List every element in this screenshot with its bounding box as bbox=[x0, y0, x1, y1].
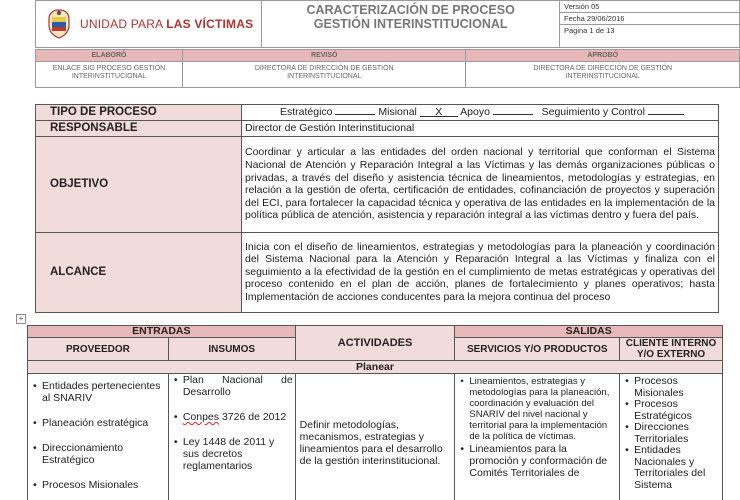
page-label: Página 1 de 13 bbox=[564, 26, 615, 35]
clientes-list bbox=[623, 376, 720, 491]
tipo-misional: Misional bbox=[378, 106, 417, 119]
conpes-word: Conpes bbox=[182, 411, 220, 423]
table-move-handle[interactable]: + bbox=[16, 314, 26, 324]
salidas-header: SALIDAS bbox=[455, 326, 723, 338]
list-item: • Entidades pertenecientes al SNARIV bbox=[31, 380, 166, 404]
objetivo-value: Coordinar y articular a las entidades del orden nacional y territorial que conforman el Sistema Nacional de Atención y Reparación Integral a las Víctimas y las demás organizaciones públicas o privadas, a través del diseño y asistencia técnica de lineamientos, metodologías y estrategias, en relación a la gestión de oferta, certificación de entidades, cofinanciación de proyectos y superación del ECI, para fortalecer la capacidad técnica y operativa de las entidades en la implementación de la política pública de atención, asistencia y reparación integral a las víctimas dentro y fuera del país. bbox=[242, 136, 719, 232]
title-cell bbox=[262, 1, 560, 48]
responsable-label: RESPONSABLE bbox=[36, 121, 242, 137]
seguimiento-blank bbox=[648, 106, 684, 115]
list-item: • Ley 1448 de 2011 y sus decretos reglamentarios bbox=[172, 436, 293, 472]
proveedor-header: PROVEEDOR bbox=[28, 338, 169, 361]
insumos-list bbox=[172, 374, 293, 472]
conpes-rest: 3726 de 2012 bbox=[219, 411, 287, 423]
inputs-outputs-table bbox=[27, 325, 723, 500]
document-subtitle: GESTIÓN INTERINSTITUCIONAL bbox=[313, 17, 508, 31]
alcance-label: ALCANCE bbox=[36, 232, 242, 312]
logo-bold: LAS VÍCTIMAS bbox=[166, 17, 254, 31]
list-item: • Procesos Estratégicos bbox=[623, 399, 720, 422]
insumos-cell bbox=[168, 374, 295, 500]
list-item: • Direcciones Territoriales bbox=[623, 422, 720, 445]
responsable-value: Director de Gestión Interinstitucional bbox=[242, 121, 719, 137]
version-label: Versión 05 bbox=[560, 1, 739, 13]
logo-cell bbox=[36, 1, 262, 48]
list-item: • Procesos Misionales bbox=[623, 376, 720, 399]
phase-planear: Planear bbox=[28, 361, 723, 374]
proveedores-list bbox=[31, 380, 166, 491]
list-item: • Direccionamiento Estratégico bbox=[31, 442, 166, 466]
insumos-header: INSUMOS bbox=[168, 338, 295, 361]
list-item: • Planeación estratégica bbox=[31, 417, 166, 429]
proveedores-cell bbox=[28, 374, 169, 500]
list-item: • Procesos Misionales bbox=[31, 479, 166, 491]
estrategico-blank bbox=[335, 106, 375, 115]
list-item bbox=[172, 411, 293, 423]
alcance-value: Inicia con el diseño de lineamientos, estrategias y metodologías para la planeación y coordinación del Sistema Nacional para la Atención y Reparación Integral a las Víctimas y finaliza con el seguimiento a la efectividad de la gestión en el cumplimiento de metas estratégicas y operativas del proceso contenido en el plan de acción, planes de fortalecimiento y planes operativos; hasta Implementación de acciones conducentes para la mejora continua del proceso bbox=[242, 232, 719, 312]
tipo-apoyo: Apoyo bbox=[460, 106, 490, 119]
document-title: CARACTERIZACIÓN DE PROCESO bbox=[306, 3, 515, 17]
servicios-header: SERVICIOS Y/O PRODUCTOS bbox=[455, 338, 620, 361]
list-item: • Lineamientos, estrategias y metodologías para la planeación, coordinación y evaluación del SNARIV del nivel nacional y territorial para la implementación de la política de víctimas. bbox=[458, 376, 617, 442]
cliente-header: CLIENTE INTERNO Y/O EXTERNO bbox=[620, 338, 723, 361]
reviso-header: REVISÓ bbox=[183, 50, 466, 62]
reviso-value: DIRECTORA DE DIRECCIÓN DE GESTIÓN INTERINSTITUCIONAL bbox=[183, 62, 466, 88]
misional-mark: X bbox=[420, 108, 458, 117]
list-item: • Plan Nacional de Desarrollo bbox=[172, 374, 293, 398]
list-item: • Lineamientos para la promoción y conformación de Comités Territoriales de bbox=[458, 443, 617, 479]
process-table bbox=[35, 104, 719, 313]
signatures-table bbox=[35, 49, 740, 88]
tipo-estrategico: Estratégico bbox=[280, 106, 333, 119]
coat-of-arms-icon bbox=[44, 8, 74, 40]
elaboro-value: ENLACE SIG PROCESO GESTIÓN INTERINSTITUCIONAL bbox=[36, 62, 183, 88]
objetivo-label: OBJETIVO bbox=[36, 136, 242, 232]
tipo-proceso-value bbox=[242, 105, 719, 121]
tipo-proceso-label: TIPO DE PROCESO bbox=[36, 105, 242, 121]
clientes-cell bbox=[620, 374, 723, 500]
actividad-cell: Definir metodologías, mecanismos, estrategias y lineamientos para el desarrollo de la gestión interinstitucional. bbox=[295, 374, 455, 500]
elaboro-header: ELABORÓ bbox=[36, 50, 183, 62]
document-header bbox=[35, 0, 740, 48]
tipo-seguimiento: Seguimiento y Control bbox=[541, 106, 645, 119]
aprobo-header: APROBÓ bbox=[466, 50, 740, 62]
actividades-header: ACTIVIDADES bbox=[295, 326, 455, 361]
unidad-victimas-logo bbox=[44, 8, 253, 40]
list-item: • Entidades Nacionales y Territoriales del Sistema bbox=[623, 445, 720, 491]
aprobo-value: DIRECTORA DE DIRECCIÓN DE GESTIÓN INTERINSTITUCIONAL bbox=[466, 62, 740, 88]
date-label: Fecha 29/06/2016 bbox=[560, 13, 739, 25]
entradas-header: ENTRADAS bbox=[28, 326, 296, 338]
meta-cell bbox=[560, 1, 740, 48]
logo-prefix: UNIDAD PARA bbox=[80, 17, 167, 31]
servicios-cell bbox=[455, 374, 620, 500]
servicios-list bbox=[458, 376, 617, 479]
apoyo-blank bbox=[493, 106, 533, 115]
